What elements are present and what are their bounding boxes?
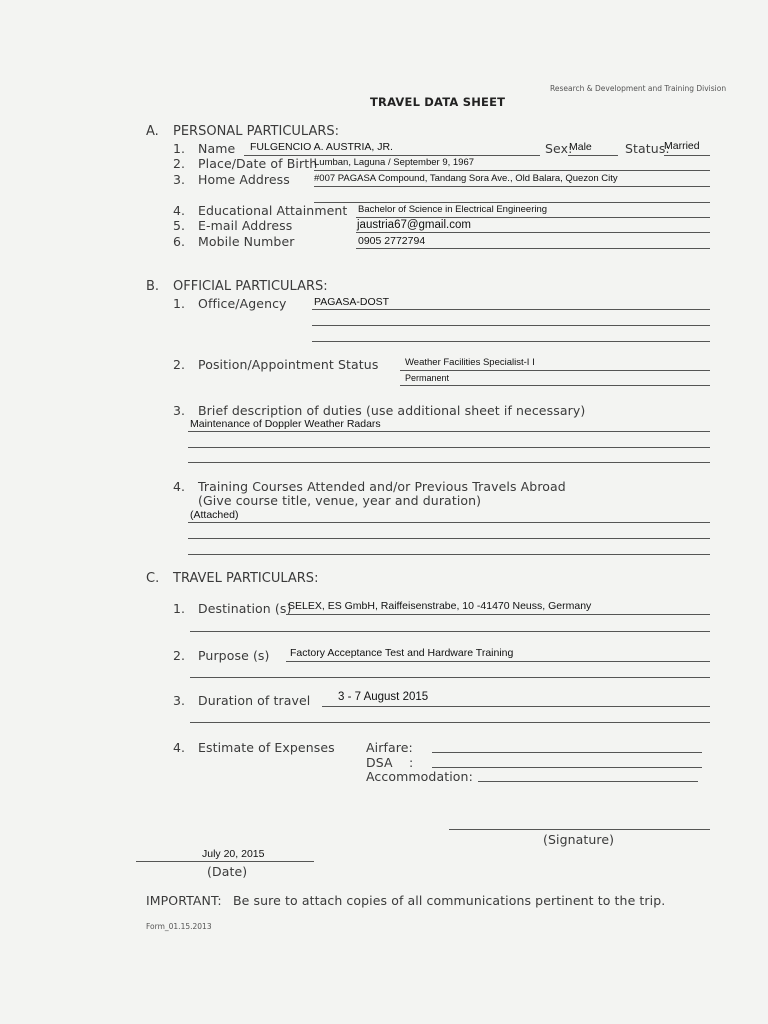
- home-line-2: [314, 202, 710, 203]
- training-number: 4.: [173, 479, 186, 494]
- duration-number: 3.: [173, 693, 186, 708]
- home-label: Home Address: [198, 172, 290, 187]
- office-label: Office/Agency: [198, 296, 287, 311]
- destination-value: SELEX, ES GmbH, Raiffeisenstrabe, 10 -41470 Neuss, Germany: [288, 600, 592, 612]
- destination-label: Destination (s): [198, 601, 292, 616]
- position-line: [400, 370, 710, 371]
- training-sublabel: (Give course title, venue, year and duration): [198, 493, 482, 508]
- dsa-colon: :: [409, 755, 414, 770]
- section-a-letter: A.: [146, 124, 159, 139]
- name-number: 1.: [173, 141, 186, 156]
- airfare-line: [432, 752, 702, 753]
- section-b-letter: B.: [146, 279, 160, 294]
- mobile-number: 6.: [173, 234, 186, 249]
- appointment-status-value: Permanent: [405, 373, 450, 383]
- expenses-number: 4.: [173, 740, 186, 755]
- date-label: (Date): [207, 864, 248, 879]
- purpose-value: Factory Acceptance Test and Hardware Training: [290, 647, 514, 659]
- email-label: E-mail Address: [198, 218, 293, 233]
- edu-line: [356, 217, 710, 218]
- birth-line: [314, 170, 710, 171]
- section-b-title: OFFICIAL PARTICULARS:: [173, 279, 328, 294]
- airfare-label: Airfare:: [366, 740, 413, 755]
- appointment-status-line: [400, 385, 710, 386]
- edu-number: 4.: [173, 203, 186, 218]
- edu-label: Educational Attainment: [198, 203, 348, 218]
- name-label: Name: [198, 141, 236, 156]
- office-line: [312, 309, 710, 310]
- birth-number: 2.: [173, 156, 186, 171]
- dsa-label: DSA: [366, 755, 393, 770]
- duties-value: Maintenance of Doppler Weather Radars: [190, 418, 381, 430]
- sex-label: Sex:: [545, 141, 573, 156]
- destination-number: 1.: [173, 601, 186, 616]
- duration-line-2: [190, 722, 710, 723]
- important-text: Be sure to attach copies of all communications pertinent to the trip.: [233, 893, 666, 908]
- section-c-title: TRAVEL PARTICULARS:: [173, 571, 319, 586]
- mobile-value: 0905 2772794: [358, 235, 426, 247]
- office-number: 1.: [173, 296, 186, 311]
- page-title: TRAVEL DATA SHEET: [370, 95, 506, 109]
- dsa-line: [432, 767, 702, 768]
- duration-line: [322, 706, 710, 707]
- email-number: 5.: [173, 218, 186, 233]
- sex-value: Male: [569, 141, 592, 153]
- home-line: [314, 186, 710, 187]
- birth-value: Lumban, Laguna / September 9, 1967: [314, 157, 475, 168]
- duties-line-2: [188, 447, 710, 448]
- office-line-3: [312, 341, 710, 342]
- mobile-line: [356, 248, 710, 249]
- home-number: 3.: [173, 172, 186, 187]
- status-line: [664, 155, 710, 156]
- training-line-3: [188, 554, 710, 555]
- purpose-line-2: [190, 677, 710, 678]
- expenses-label: Estimate of Expenses: [198, 740, 335, 755]
- home-value: #007 PAGASA Compound, Tandang Sora Ave., Old Balara, Quezon City: [314, 173, 618, 184]
- important-label: IMPORTANT:: [146, 893, 222, 908]
- section-c-letter: C.: [146, 571, 160, 586]
- signature-label: (Signature): [543, 832, 615, 847]
- position-value: Weather Facilities Specialist-I I: [405, 357, 535, 368]
- duration-label: Duration of travel: [198, 693, 311, 708]
- status-label: Status:: [625, 141, 670, 156]
- status-value: Married: [664, 140, 700, 152]
- mobile-label: Mobile Number: [198, 234, 295, 249]
- office-line-2: [312, 325, 710, 326]
- position-number: 2.: [173, 357, 186, 372]
- edu-value: Bachelor of Science in Electrical Engineering: [358, 204, 548, 215]
- position-label: Position/Appointment Status: [198, 357, 379, 372]
- duties-label: Brief description of duties (use additional sheet if necessary): [198, 403, 586, 418]
- duties-line-3: [188, 462, 710, 463]
- birth-label: Place/Date of Birth: [198, 156, 318, 171]
- date-line: [136, 861, 314, 862]
- form-code: Form_01.15.2013: [146, 922, 212, 931]
- accommodation-label: Accommodation:: [366, 769, 473, 784]
- duration-value: 3 - 7 August 2015: [338, 691, 429, 703]
- purpose-number: 2.: [173, 648, 186, 663]
- accommodation-line: [478, 781, 698, 782]
- email-line: [356, 232, 710, 233]
- destination-line-2: [190, 631, 710, 632]
- training-label: Training Courses Attended and/or Previous Travels Abroad: [198, 479, 566, 494]
- sex-line: [568, 155, 618, 156]
- training-value: (Attached): [190, 509, 239, 521]
- duties-number: 3.: [173, 403, 186, 418]
- date-value: July 20, 2015: [202, 848, 265, 860]
- name-value: FULGENCIO A. AUSTRIA, JR.: [250, 141, 393, 153]
- signature-line: [449, 829, 710, 830]
- training-line-2: [188, 538, 710, 539]
- training-line: [188, 522, 710, 523]
- duties-line: [188, 431, 710, 432]
- destination-line: [286, 614, 710, 615]
- division-label: Research & Development and Training Division: [550, 84, 727, 93]
- section-a-title: PERSONAL PARTICULARS:: [173, 124, 340, 139]
- purpose-line: [286, 661, 710, 662]
- email-value: jaustria67@gmail.com: [357, 219, 471, 231]
- office-value: PAGASA-DOST: [314, 296, 390, 308]
- purpose-label: Purpose (s): [198, 648, 270, 663]
